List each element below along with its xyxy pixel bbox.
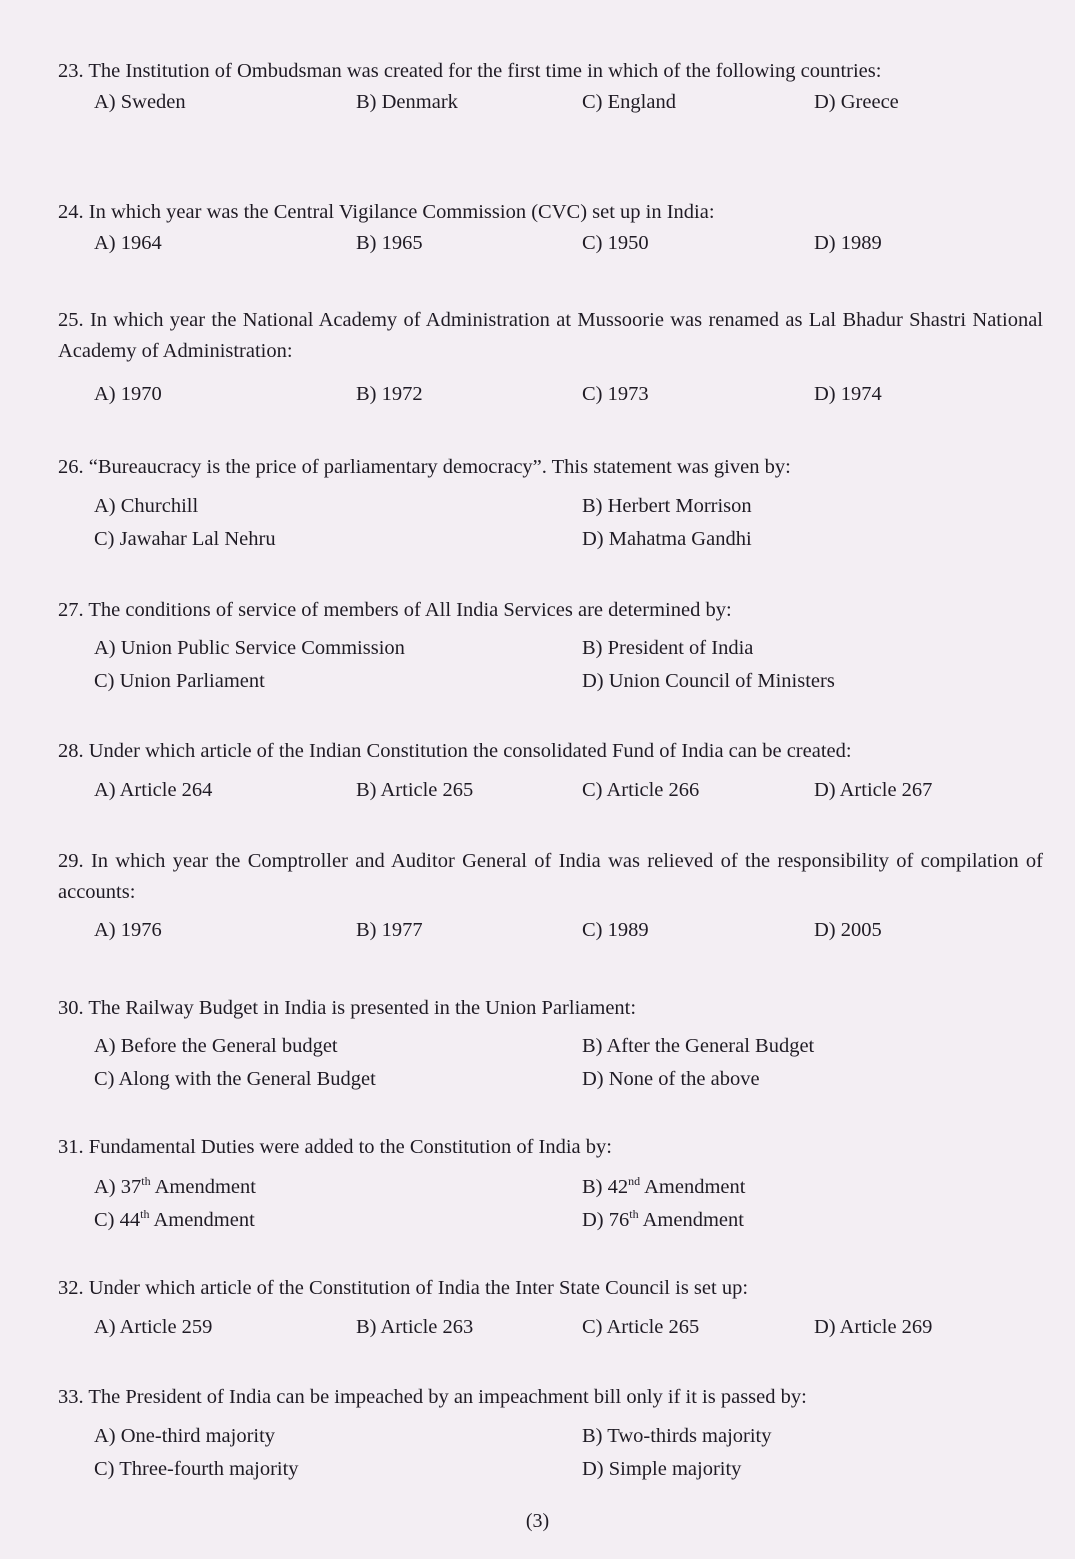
option-b: B) Article 265 (356, 779, 474, 801)
question-stem: 23. The Institution of Ombudsman was created for the first time in which of the following countries: (58, 60, 882, 82)
question-stem: 29. In which year the Comptroller and Auditor General of India was relieved of the responsibility of compilation of accounts: (58, 850, 1043, 903)
option-a: A) Article 259 (94, 1316, 213, 1338)
option-c: C) Jawahar Lal Nehru (94, 528, 276, 550)
option-a: A) One-third majority (94, 1425, 276, 1447)
option-d: D) Simple majority (582, 1458, 742, 1480)
question-stem: 28. Under which article of the Indian Constitution the consolidated Fund of India can be created: (58, 740, 852, 762)
option-d: D) 1974 (814, 383, 882, 405)
question-26 (58, 452, 1043, 561)
option-d: D) Article 269 (814, 1316, 933, 1338)
option-a: A) Sweden (94, 91, 186, 113)
option-d: D) 1989 (814, 232, 882, 254)
option-c: C) Article 266 (582, 779, 700, 801)
option-a: A) 1970 (94, 383, 162, 405)
question-32 (58, 1273, 1043, 1346)
question-stem: 33. The President of India can be impeached by an impeachment bill only if it is passed by: (58, 1386, 807, 1408)
option-a: A) 1976 (94, 919, 162, 941)
option-c: C) 1973 (582, 383, 649, 405)
option-b: B) 42nd Amendment (582, 1174, 746, 1198)
question-29 (58, 846, 1043, 949)
question-28 (58, 736, 1043, 809)
option-c: C) England (582, 91, 676, 113)
option-c: C) Article 265 (582, 1316, 700, 1338)
question-stem: 32. Under which article of the Constitution of India the Inter State Council is set up: (58, 1277, 749, 1299)
option-c: C) Along with the General Budget (94, 1068, 376, 1090)
option-d: D) Mahatma Gandhi (582, 528, 752, 550)
question-31 (58, 1132, 1043, 1242)
option-a: A) 37th Amendment (94, 1174, 256, 1198)
option-d: D) 2005 (814, 919, 882, 941)
option-d: D) Union Council of Ministers (582, 670, 835, 692)
option-a: A) Churchill (94, 495, 199, 517)
option-b: B) 1965 (356, 232, 423, 254)
option-b: B) President of India (582, 637, 754, 659)
question-25 (58, 305, 1043, 413)
option-d: D) Article 267 (814, 779, 933, 801)
question-23 (58, 56, 1043, 121)
option-a: A) Before the General budget (94, 1035, 338, 1057)
option-b: B) 1977 (356, 919, 423, 941)
question-stem: 30. The Railway Budget in India is presented in the Union Parliament: (58, 997, 637, 1019)
question-27 (58, 595, 1043, 703)
option-d: D) None of the above (582, 1068, 760, 1090)
option-c: C) Three-fourth majority (94, 1458, 299, 1480)
question-30 (58, 993, 1043, 1101)
option-a: A) Article 264 (94, 779, 213, 801)
question-stem: 25. In which year the National Academy of Administration at Mussoorie was renamed as Lal Bhadur Shastri National Academy of Administration: (58, 309, 1043, 362)
option-a: A) Union Public Service Commission (94, 637, 405, 659)
option-b: B) Denmark (356, 91, 458, 113)
question-stem: 24. In which year was the Central Vigilance Commission (CVC) set up in India: (58, 201, 715, 223)
option-c: C) 44th Amendment (94, 1207, 255, 1231)
option-c: C) 1989 (582, 919, 649, 941)
option-b: B) After the General Budget (582, 1035, 815, 1057)
question-stem: 31. Fundamental Duties were added to the Constitution of India by: (58, 1136, 612, 1158)
option-c: C) 1950 (582, 232, 649, 254)
question-33 (58, 1382, 1043, 1491)
option-c: C) Union Parliament (94, 670, 265, 692)
question-stem: 27. The conditions of service of members of All India Services are determined by: (58, 599, 732, 621)
option-b: B) Article 263 (356, 1316, 474, 1338)
question-24 (58, 197, 1043, 262)
question-stem: 26. “Bureaucracy is the price of parliamentary democracy”. This statement was given by: (58, 456, 791, 478)
option-b: B) Herbert Morrison (582, 495, 752, 517)
option-d: D) 76th Amendment (582, 1207, 744, 1231)
option-b: B) Two-thirds majority (582, 1425, 772, 1447)
option-a: A) 1964 (94, 232, 162, 254)
page-number: (3) (525, 1510, 550, 1532)
option-d: D) Greece (814, 91, 899, 113)
option-b: B) 1972 (356, 383, 423, 405)
